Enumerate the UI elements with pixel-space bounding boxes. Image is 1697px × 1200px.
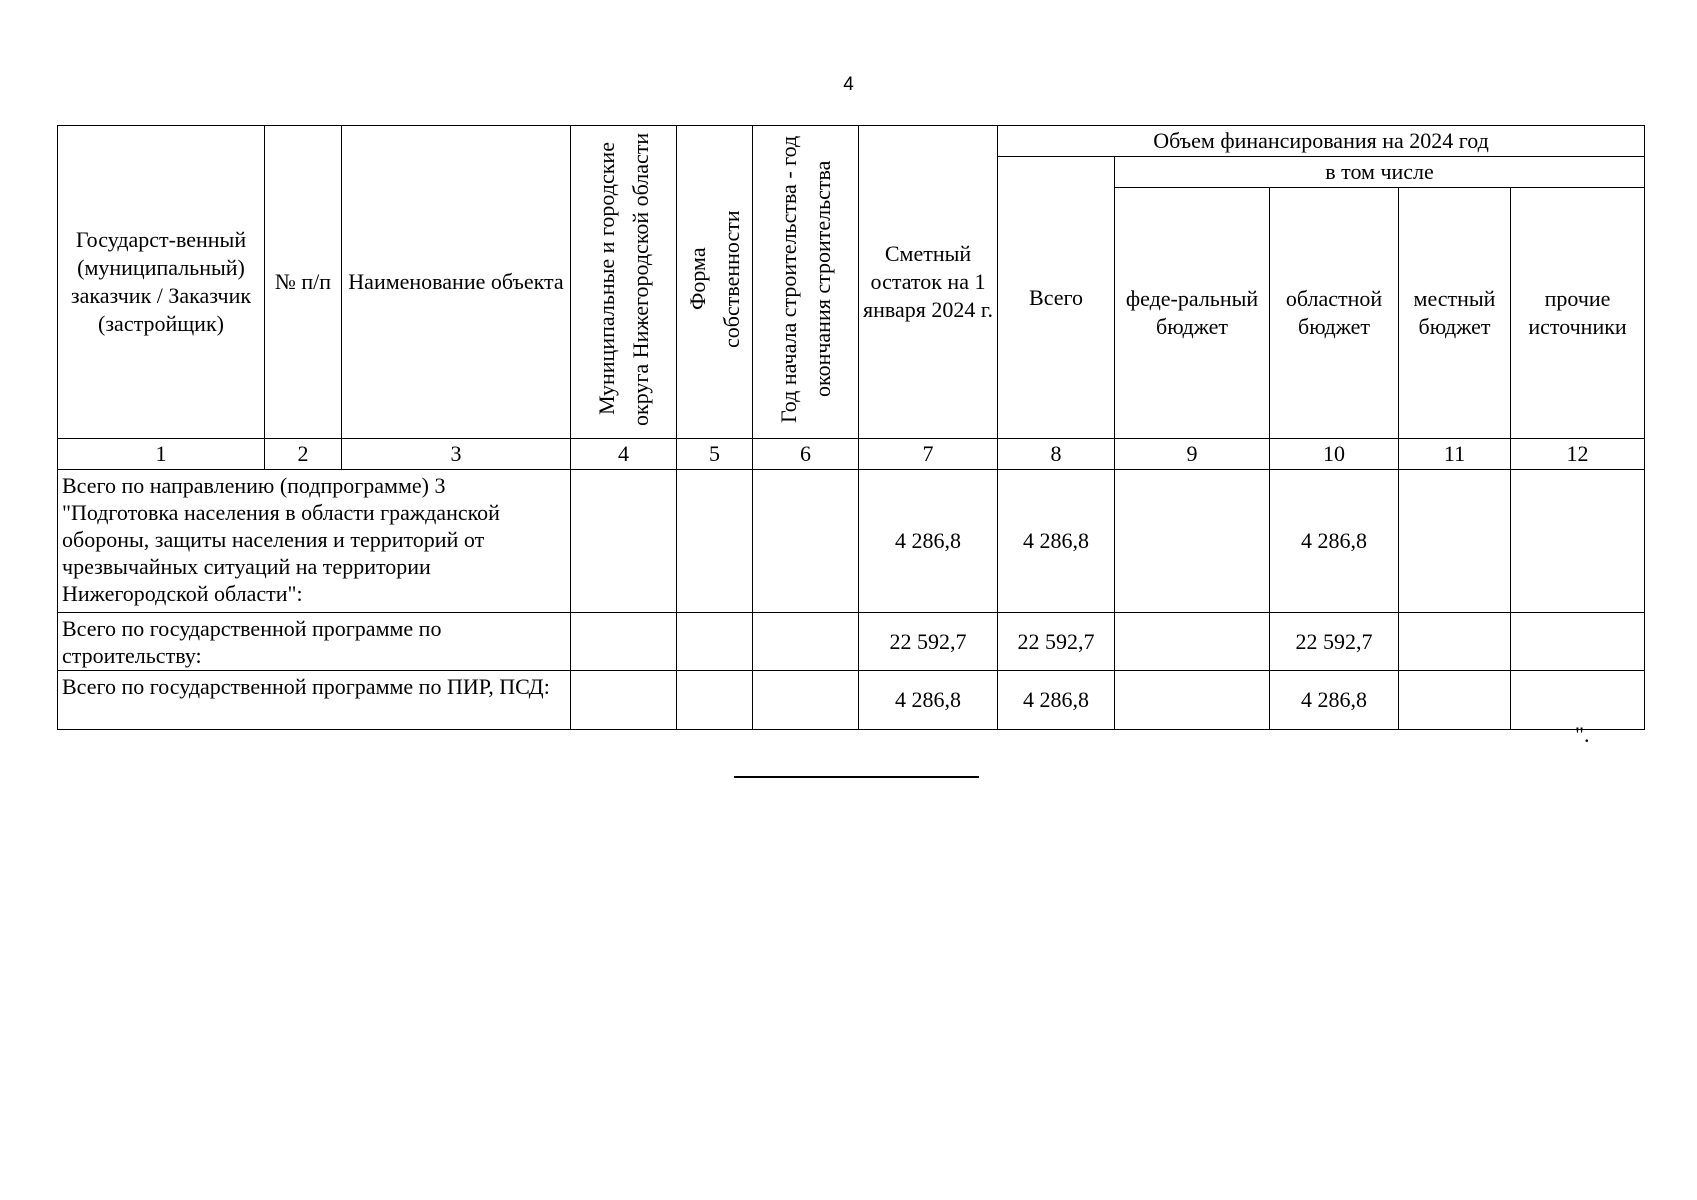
empty-cell	[753, 671, 859, 730]
row-federal	[1115, 470, 1270, 613]
column-number: 4	[571, 439, 677, 470]
row-total: 22 592,7	[998, 613, 1115, 671]
row-label: Всего по государственной программе по ПИР, ПСД:	[58, 671, 571, 730]
empty-cell	[571, 671, 677, 730]
header-object-name: Наименование объекта	[342, 126, 571, 439]
header-financing-group: Объем финансирования на 2024 год	[998, 126, 1645, 157]
row-total: 4 286,8	[998, 470, 1115, 613]
row-federal	[1115, 671, 1270, 730]
row-estimate: 4 286,8	[859, 671, 998, 730]
page-number: 4	[843, 74, 854, 95]
row-other	[1511, 470, 1645, 613]
row-local	[1399, 671, 1511, 730]
closing-quote: ".	[1575, 722, 1590, 747]
empty-cell	[753, 470, 859, 613]
table-row	[58, 470, 1645, 613]
table-row	[58, 613, 1645, 671]
row-total: 4 286,8	[998, 671, 1115, 730]
header-local: местный бюджет	[1399, 188, 1511, 439]
row-other	[1511, 671, 1645, 730]
empty-cell	[753, 613, 859, 671]
end-rule	[734, 776, 979, 778]
empty-cell	[571, 470, 677, 613]
header-ownership-cell	[677, 126, 753, 439]
header-total: Всего	[998, 157, 1115, 439]
column-number: 3	[342, 439, 571, 470]
row-regional: 4 286,8	[1270, 470, 1399, 613]
row-local	[1399, 470, 1511, 613]
header-municipalities-cell	[571, 126, 677, 439]
header-including: в том числе	[1115, 157, 1645, 188]
header-years-cell	[753, 126, 859, 439]
column-number: 7	[859, 439, 998, 470]
column-number: 10	[1270, 439, 1399, 470]
header-federal: феде-ральный бюджет	[1115, 188, 1270, 439]
header-number: № п/п	[265, 126, 342, 439]
header-customer: Государст-венный (муниципальный) заказчик / Заказчик (застройщик)	[58, 126, 265, 439]
column-number: 5	[677, 439, 753, 470]
column-number: 12	[1511, 439, 1645, 470]
row-estimate: 22 592,7	[859, 613, 998, 671]
row-label: Всего по направлению (подпрограмме) 3 "Подготовка населения в области гражданской обороны, защиты населения и территорий от чрезвычайных ситуаций на территории Нижегородской области":	[58, 470, 571, 613]
row-regional: 4 286,8	[1270, 671, 1399, 730]
header-years: Год начала строительства - год окончания строительства	[775, 134, 835, 423]
empty-cell	[677, 470, 753, 613]
empty-cell	[571, 613, 677, 671]
column-number: 1	[58, 439, 265, 470]
column-number: 9	[1115, 439, 1270, 470]
row-federal	[1115, 613, 1270, 671]
column-number: 2	[265, 439, 342, 470]
header-ownership: Форма собственности	[685, 209, 744, 348]
header-estimate-balance: Сметный остаток на 1 января 2024 г.	[859, 126, 998, 439]
row-regional: 22 592,7	[1270, 613, 1399, 671]
column-number: 6	[753, 439, 859, 470]
row-label: Всего по государственной программе по строительству:	[58, 613, 571, 671]
header-other: прочие источники	[1511, 188, 1645, 439]
header-regional: областной бюджет	[1270, 188, 1399, 439]
financing-table	[57, 125, 1645, 730]
column-number: 11	[1399, 439, 1511, 470]
row-other	[1511, 613, 1645, 671]
empty-cell	[677, 671, 753, 730]
header-municipalities: Муниципальные и городские округа Нижегородской области	[593, 131, 653, 426]
table-row	[58, 671, 1645, 730]
column-number: 8	[998, 439, 1115, 470]
empty-cell	[677, 613, 753, 671]
row-estimate: 4 286,8	[859, 470, 998, 613]
row-local	[1399, 613, 1511, 671]
